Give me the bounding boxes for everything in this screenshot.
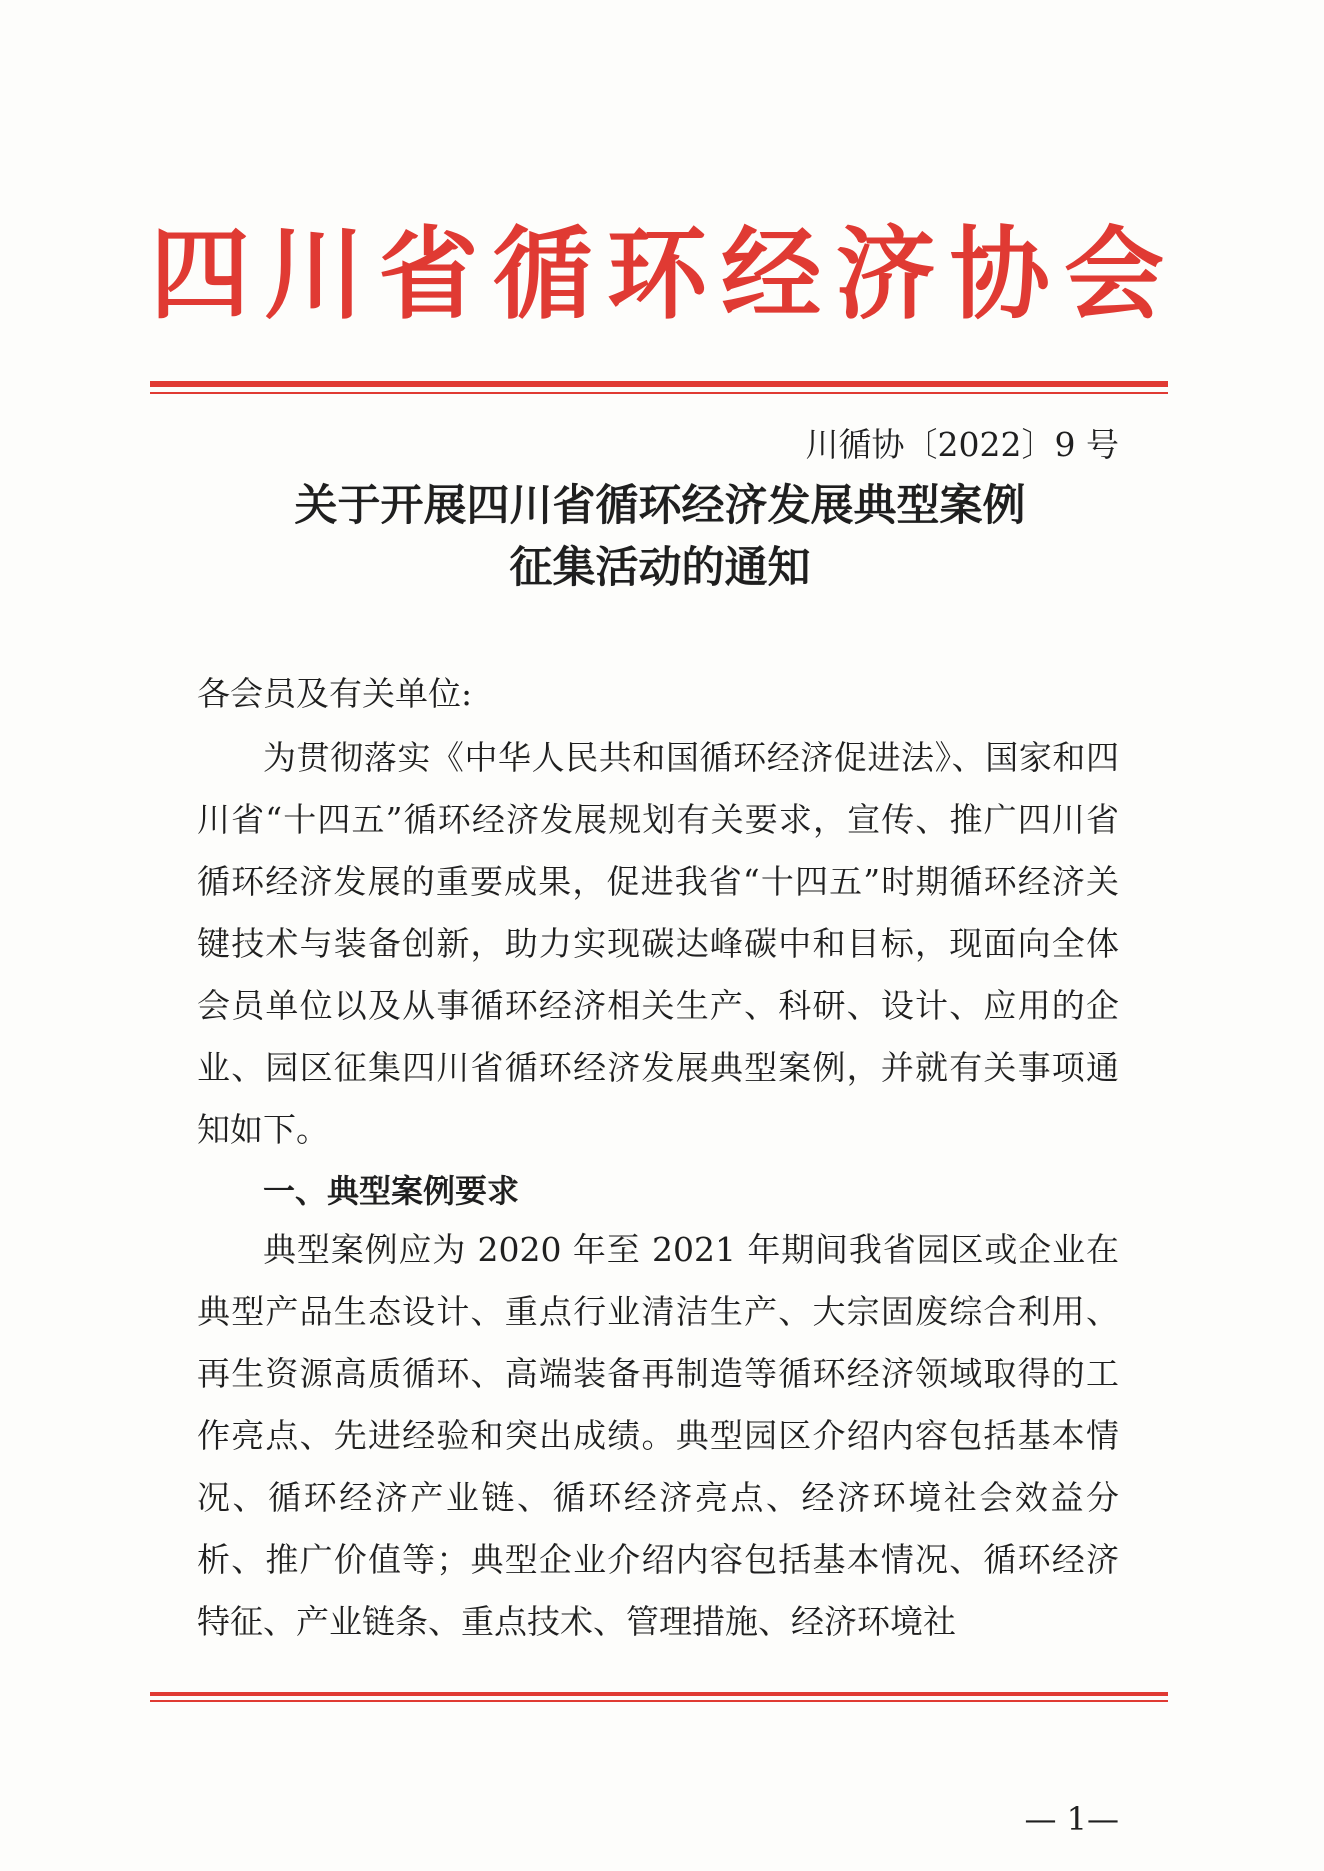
document-number: 川循协〔2022〕9 号 xyxy=(805,425,1119,464)
body-paragraph-requirements: 典型案例应为 2020 年至 2021 年期间我省园区或企业在典型产品生态设计、重点行业清洁生产、大宗固废综合利用、再生资源高质循环、高端装备再制造等循环经济领域取得的工作亮点、先进经验和突出成绩。典型园区介绍内容包括基本情况、循环经济产业链、循环经济亮点、经济环境社会效益分析、推广价值等；典型企业介绍内容包括基本情况、循环经济特征、产业链条、重点技术、管理措施、经济环境社 xyxy=(197,1230,1119,1641)
letterhead-red-rule-thick xyxy=(150,381,1168,387)
letterhead-red-rule-thin xyxy=(150,392,1168,394)
footer-red-rule-thick xyxy=(150,1692,1168,1696)
document-title-line-1: 关于开展四川省循环经济发展典型案例 xyxy=(294,481,1026,531)
document-title-line-2: 征集活动的通知 xyxy=(509,543,811,593)
footer-red-rule-thin xyxy=(150,1700,1168,1702)
salutation: 各会员及有关单位: xyxy=(197,674,473,713)
letterhead-organization-name: 四川省循环经济协会 xyxy=(150,216,1170,333)
section-heading: 一、典型案例要求 xyxy=(263,1172,520,1210)
page-number: — 1— xyxy=(1024,1800,1119,1838)
body-paragraph-intro: 为贯彻落实《中华人民共和国循环经济促进法》、国家和四川省“十四五”循环经济发展规划有关要求，宣传、推广四川省循环经济发展的重要成果，促进我省“十四五”时期循环经济关键技术与装备创新，助力实现碳达峰碳中和目标，现面向全体会员单位以及从事循环经济相关生产、科研、设计、应用的企业、园区征集四川省循环经济发展典型案例，并就有关事项通知如下。 xyxy=(197,738,1119,1149)
